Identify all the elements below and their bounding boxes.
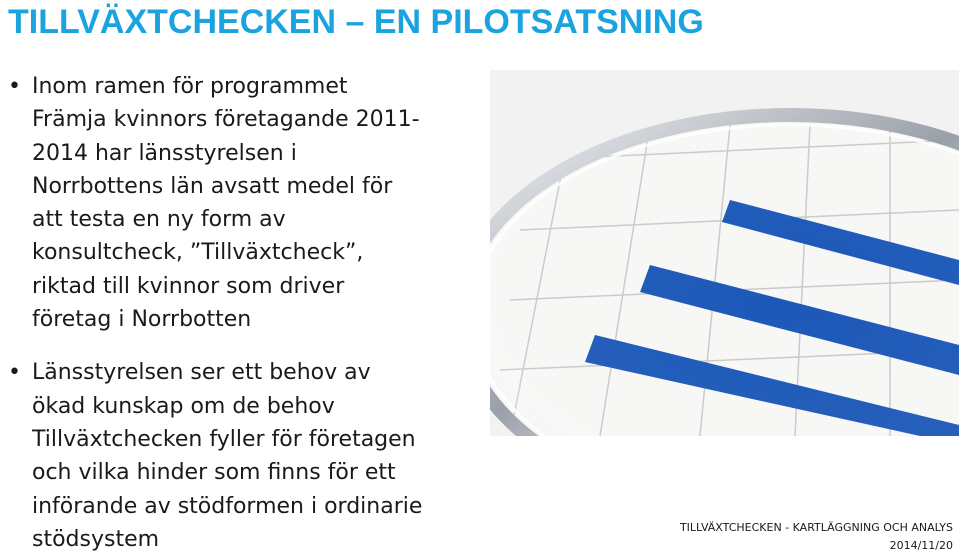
- bullet-text-line: att testa en ny form av: [32, 207, 286, 233]
- bullet-text-line: Tillväxtchecken fyller för företagen: [32, 426, 416, 452]
- bullet-text-line: 2014 har länsstyrelsen i: [32, 140, 297, 166]
- bullet-text-line: Främja kvinnors företagande 2011-: [32, 107, 420, 133]
- bullet-dot-icon: •: [8, 360, 21, 386]
- footer-report-title: TILLVÄXTCHECKEN - KARTLÄGGNING OCH ANALYS: [679, 521, 953, 534]
- bullet-text-line: Norrbottens län avsatt medel för: [32, 173, 393, 199]
- bullet-item-need: [0, 356, 480, 556]
- bullet-text-line: Inom ramen för programmet: [32, 74, 348, 99]
- bullet-dot-icon: •: [8, 74, 21, 99]
- slide-title: TILLVÄXTCHECKEN – EN PILOTSATSNING: [8, 3, 704, 41]
- footer-date: 2014/11/20: [889, 539, 953, 552]
- bullet-text-line: införande av stödformen i ordinarie: [32, 493, 423, 519]
- bullet-text-line: och vilka hinder som finns för ett: [32, 460, 396, 486]
- bullet-text-line: riktad till kvinnor som driver: [32, 273, 345, 299]
- bullet-text-line: konsultcheck, ”Tillväxtcheck”,: [32, 240, 364, 266]
- magnifying-glass-chart-photo: [490, 70, 959, 436]
- bullet-text-line: ökad kunskap om de behov: [32, 393, 335, 419]
- bullet-text-line: stödsystem: [32, 526, 160, 552]
- bullet-item-programme: [0, 70, 480, 336]
- bullet-text-line: Länsstyrelsen ser ett behov av: [32, 360, 371, 386]
- bullet-text-line: företag i Norrbotten: [32, 307, 252, 333]
- footer: [680, 519, 953, 555]
- magnifying-glass-icon: [490, 70, 959, 436]
- bullet-list: [0, 70, 480, 556]
